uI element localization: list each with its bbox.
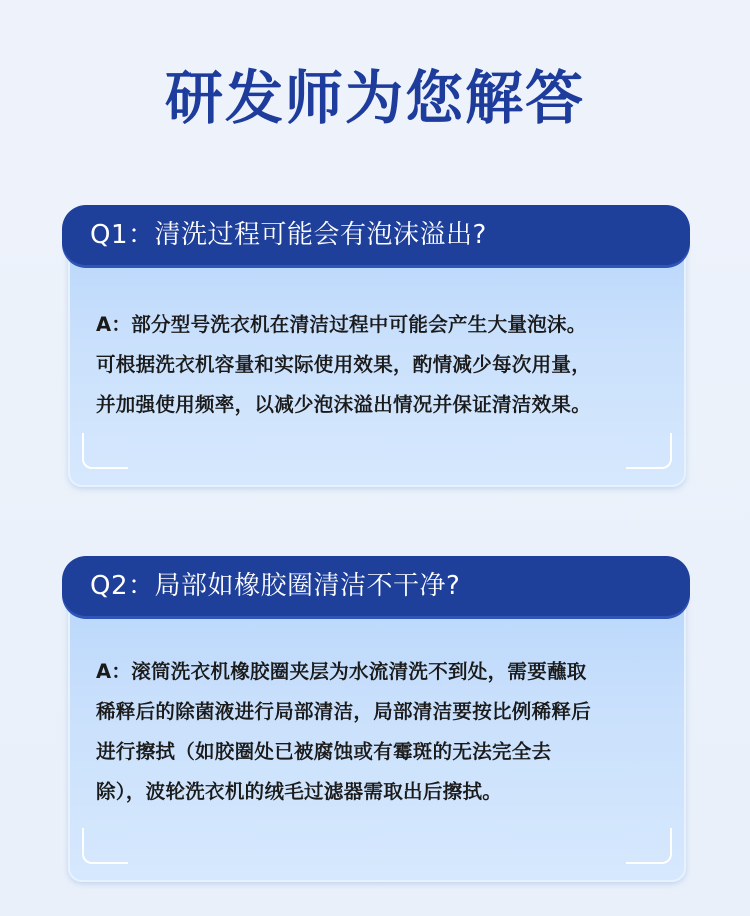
corner-decoration [626, 828, 672, 864]
question-text: Q2：局部如橡胶圈清洁不干净? [90, 571, 461, 601]
answer-line: 进行擦拭（如胶圈处已被腐蚀或有霉斑的无法完全去 [96, 740, 552, 763]
question-text: Q1：清洗过程可能会有泡沫溢出? [90, 220, 487, 250]
question-bar [62, 205, 690, 265]
corner-decoration [82, 433, 128, 469]
answer-text [96, 652, 670, 812]
answer-line: A：滚筒洗衣机橡胶圈夹层为水流清洗不到处，需要蘸取 [96, 660, 587, 683]
corner-decoration [82, 828, 128, 864]
faq-card-2 [62, 556, 690, 882]
answer-line: A：部分型号洗衣机在清洁过程中可能会产生大量泡沫。 [96, 313, 587, 336]
question-bar [62, 556, 690, 616]
answer-line: 可根据洗衣机容量和实际使用效果，酌情减少每次用量， [96, 353, 592, 376]
corner-decoration [626, 433, 672, 469]
answer-line: 除），波轮洗衣机的绒毛过滤器需取出后擦拭。 [96, 780, 503, 803]
page-title: 研发师为您解答 [164, 64, 585, 132]
answer-text [96, 305, 670, 425]
answer-line: 稀释后的除菌液进行局部清洁，局部清洁要按比例稀释后 [96, 700, 592, 723]
answer-line: 并加强使用频率，以减少泡沫溢出情况并保证清洁效果。 [96, 393, 592, 416]
faq-card-1 [62, 205, 690, 487]
